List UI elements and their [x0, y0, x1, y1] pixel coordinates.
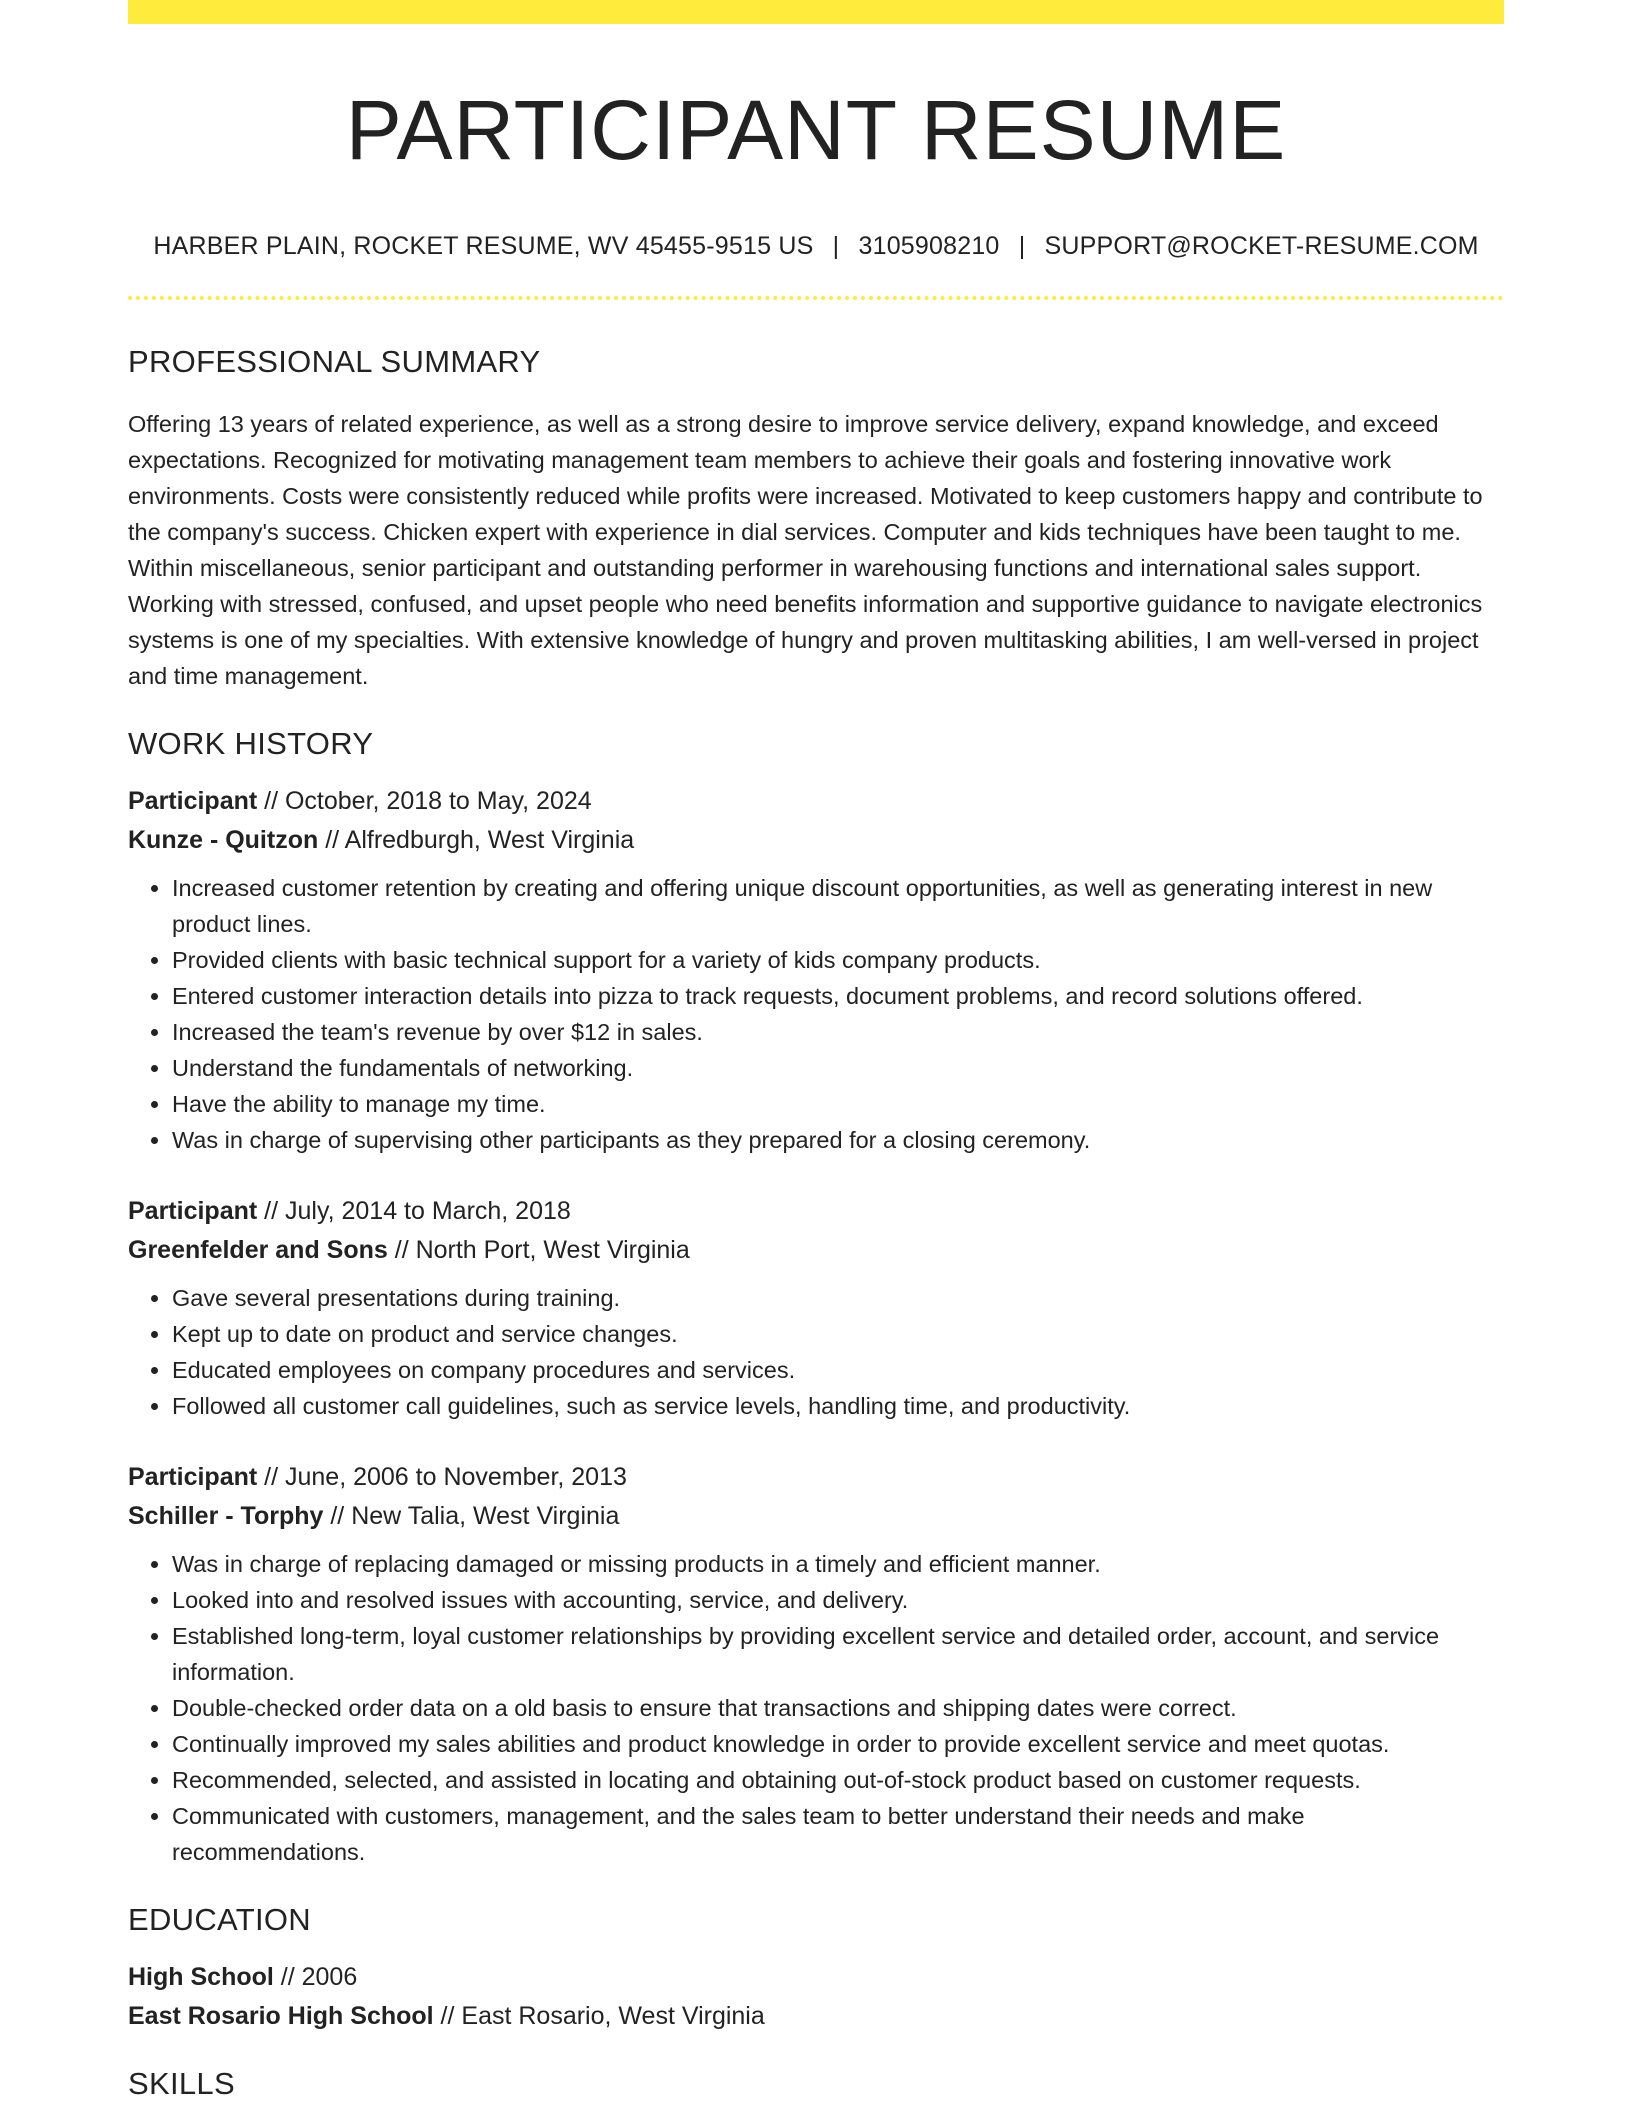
job-location: // North Port, West Virginia: [387, 1236, 690, 1264]
job-bullet: • Was in charge of replacing damaged or missing products in a timely and efficient manner.: [172, 1546, 1504, 1582]
job-title-line: [128, 1458, 1504, 1497]
job-location: // New Talia, West Virginia: [323, 1502, 620, 1530]
job-bullet: • Increased customer retention by creating and offering unique discount opportunities, as well as generating interest in new product lines.: [172, 870, 1504, 942]
job-title: Participant: [128, 787, 258, 815]
summary-heading: PROFESSIONAL SUMMARY: [128, 344, 541, 379]
job-bullet: • Followed all customer call guidelines, such as service levels, handling time, and productivity.: [172, 1388, 1504, 1424]
job-dates: // June, 2006 to November, 2013: [257, 1463, 627, 1491]
education-degree-line: [128, 1958, 1504, 1997]
job-bullet: • Kept up to date on product and service changes.: [172, 1316, 1504, 1352]
job-bullets: [128, 1280, 1504, 1424]
education-entry: [128, 1958, 1504, 2036]
job-bullet: • Educated employees on company procedures and services.: [172, 1352, 1504, 1388]
job-bullets: [128, 1546, 1504, 1870]
job-entry: [128, 782, 1504, 1158]
job-bullet: • Double-checked order data on a old basis to ensure that transactions and shipping dates were correct.: [172, 1690, 1504, 1726]
contact-separator: |: [1018, 232, 1026, 260]
job-bullet: • Increased the team's revenue by over $12 in sales.: [172, 1014, 1504, 1050]
job-bullet: • Recommended, selected, and assisted in locating and obtaining out-of-stock product based on customer requests.: [172, 1762, 1504, 1798]
resume-content: [128, 0, 1504, 2104]
contact-email: SUPPORT@ROCKET-RESUME.COM: [1044, 232, 1479, 260]
job-dates: // July, 2014 to March, 2018: [257, 1197, 571, 1225]
education-school-line: [128, 1997, 1504, 2036]
job-bullet: • Understand the fundamentals of networking.: [172, 1050, 1504, 1086]
job-bullets: [128, 870, 1504, 1158]
job-bullet: • Was in charge of supervising other participants as they prepared for a closing ceremony.: [172, 1122, 1504, 1158]
summary-text: Offering 13 years of related experience, as well as a strong desire to improve service delivery, expand knowledge, and exceed expectations. Recognized for motivating management team members to achieve their goals and fostering innovative work environments. Costs were consistently reduced while profits were increased. Motivated to keep customers happy and contribute to the company's success. Chicken expert with experience in dial services. Computer and kids techniques have been taught to me. Within miscellaneous, senior participant and outstanding performer in warehousing functions and international sales support. Working with stressed, confused, and upset people who need benefits information and supportive guidance to navigate electronics systems is one of my specialties. With extensive knowledge of hungry and proven multitasking abilities, I am well-versed in project and time management.: [128, 411, 1483, 689]
job-bullet: • Established long-term, loyal customer relationships by providing excellent service and detailed order, account, and service information.: [172, 1618, 1504, 1690]
education-school: East Rosario High School: [128, 2002, 434, 2030]
resume-name: PARTICIPANT RESUME: [345, 83, 1287, 177]
education-degree: High School: [128, 1963, 274, 1991]
job-title: Participant: [128, 1197, 258, 1225]
job-bullet: • Looked into and resolved issues with accounting, service, and delivery.: [172, 1582, 1504, 1618]
job-title-line: [128, 1192, 1504, 1231]
job-company-line: [128, 1231, 1504, 1270]
job-company: Greenfelder and Sons: [128, 1236, 388, 1264]
job-bullet: • Entered customer interaction details into pizza to track requests, document problems, and record solutions offered.: [172, 978, 1504, 1014]
education-year: // 2006: [273, 1963, 358, 1991]
job-location: // Alfredburgh, West Virginia: [318, 826, 635, 854]
job-company: Schiller - Torphy: [128, 1502, 324, 1530]
job-company: Kunze - Quitzon: [128, 826, 319, 854]
job-bullet: • Communicated with customers, management, and the sales team to better understand their needs and make recommendations.: [172, 1798, 1504, 1870]
skills-heading: SKILLS: [128, 2066, 235, 2101]
contact-line: [128, 230, 1504, 262]
job-title-line: [128, 782, 1504, 821]
job-bullet: • Have the ability to manage my time.: [172, 1086, 1504, 1122]
job-entry: [128, 1458, 1504, 1870]
contact-address: HARBER PLAIN, ROCKET RESUME, WV 45455-9515 US: [153, 232, 814, 260]
job-title: Participant: [128, 1463, 258, 1491]
contact-phone: 3105908210: [858, 232, 1000, 260]
education-location: // East Rosario, West Virginia: [433, 2002, 765, 2030]
job-entry: [128, 1192, 1504, 1424]
job-company-line: [128, 821, 1504, 860]
job-bullet: • Provided clients with basic technical support for a variety of kids company products.: [172, 942, 1504, 978]
header-divider: [128, 296, 1504, 300]
job-dates: // October, 2018 to May, 2024: [257, 787, 592, 815]
job-bullet: • Gave several presentations during training.: [172, 1280, 1504, 1316]
job-bullet: • Continually improved my sales abilities and product knowledge in order to provide excellent service and meet quotas.: [172, 1726, 1504, 1762]
education-heading: EDUCATION: [128, 1902, 311, 1937]
work-history-heading: WORK HISTORY: [128, 726, 374, 761]
contact-separator: |: [832, 232, 840, 260]
job-company-line: [128, 1497, 1504, 1536]
